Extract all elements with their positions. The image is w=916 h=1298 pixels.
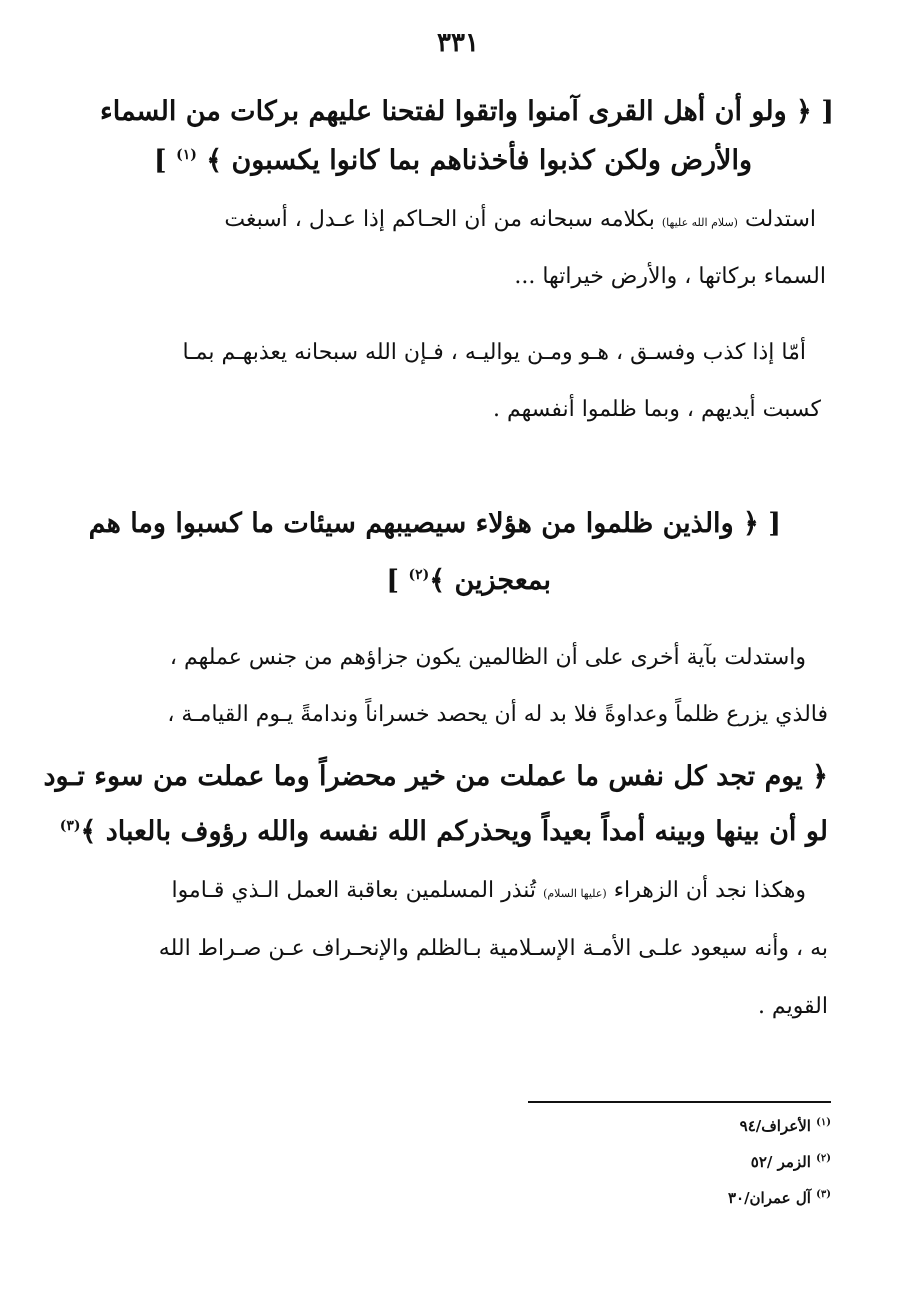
para-4-text-b: تُنذر المسلمين بعاقبة العمل الـذي قـاموا: [171, 878, 537, 903]
verse-1-line-1: [ ﴿ ولو أن أهل القرى آمنوا واتقوا لفتحنا عليهم بركات من السماء: [100, 96, 834, 127]
verse-2-line-2: [386, 565, 551, 596]
verse-3-footnote-ref: (٣): [59, 818, 81, 834]
para-2-line-1: أمّا إذا كذب وفسـق ، هـو ومـن يواليـه ، فـإن الله سبحانه يعذبهـم بمـا: [182, 340, 806, 365]
para-1-text-a: استدلت: [744, 207, 816, 232]
para-4-line-1: [171, 878, 806, 903]
footnote-1-text: الأعراف/٩٤: [739, 1117, 811, 1135]
honorific-note: (سلام الله عليها): [661, 216, 738, 229]
para-4-line-2: به ، وأنه سيعود علـى الأمـة الإسـلامية بـالظلم والإنحـراف عـن صـراط الله: [158, 936, 828, 961]
verse-2-text: بمعجزين ﴾: [429, 565, 551, 596]
honorific-note-2: (عليها السلام): [543, 887, 607, 900]
para-2-line-2: كسبت أيديهم ، وبما ظلموا أنفسهم .: [492, 397, 821, 422]
verse-1-line-2: [154, 145, 752, 176]
footnote-2: [751, 1153, 831, 1171]
para-3-line-2: فالذي يزرع ظلماً وعداوةً فلا بد له أن يحصد خسراناً وندامةً يـوم القيامـة ،: [167, 702, 828, 727]
footnote-1: [740, 1117, 831, 1135]
para-4-line-3: القويم .: [757, 994, 828, 1019]
footnote-2-text: الزمر /٥٢: [750, 1153, 811, 1171]
para-1-text-b: بكلامه سبحانه من أن الحـاكم إذا عـدل ، أسبغت: [224, 207, 655, 232]
para-3-verse-line-2: [60, 816, 828, 847]
footnote-3-text: آل عمران/٣٠: [727, 1189, 811, 1207]
footnote-3: [728, 1189, 831, 1207]
verse-1-text: والأرض ولكن كذبوا فأخذناهم بما كانوا يكسبون ﴾: [206, 145, 752, 176]
para-1-line-1: [224, 207, 816, 232]
footnote-1-number: (١): [816, 1117, 831, 1128]
footnote-separator: [528, 1101, 831, 1103]
footnote-2-number: (٢): [816, 1153, 831, 1164]
verse-1-close-bracket: ]: [153, 145, 167, 176]
para-1-line-2: السماء بركاتها ، والأرض خيراتها ...: [514, 264, 826, 289]
verse-2-close-bracket: ]: [386, 565, 400, 596]
verse-2-footnote-ref: (٢): [408, 567, 430, 583]
verse-2-line-1: [ ﴿ والذين ظلموا من هؤلاء سيصيبهم سيئات ما كسبوا وما هم: [88, 508, 781, 539]
verse-1-footnote-ref: (١): [176, 147, 197, 163]
verse-3-text: لو أن بينها وبينه أمداً بعيداً ويحذركم الله نفسه والله رؤوف بالعباد ﴾: [80, 816, 828, 847]
para-3-verse-line-1: ﴿ يوم تجد كل نفس ما عملت من خير محضراً وما عملت من سوء تـود: [43, 761, 828, 792]
footnote-3-number: (٣): [816, 1189, 831, 1200]
para-3-line-1: واستدلت بآية أخرى على أن الظالمين يكون جزاؤهم من جنس عملهم ،: [169, 645, 806, 670]
para-4-text-a: وهكذا نجد أن الزهراء: [613, 878, 806, 903]
page-number: ٣٣١: [437, 28, 479, 58]
